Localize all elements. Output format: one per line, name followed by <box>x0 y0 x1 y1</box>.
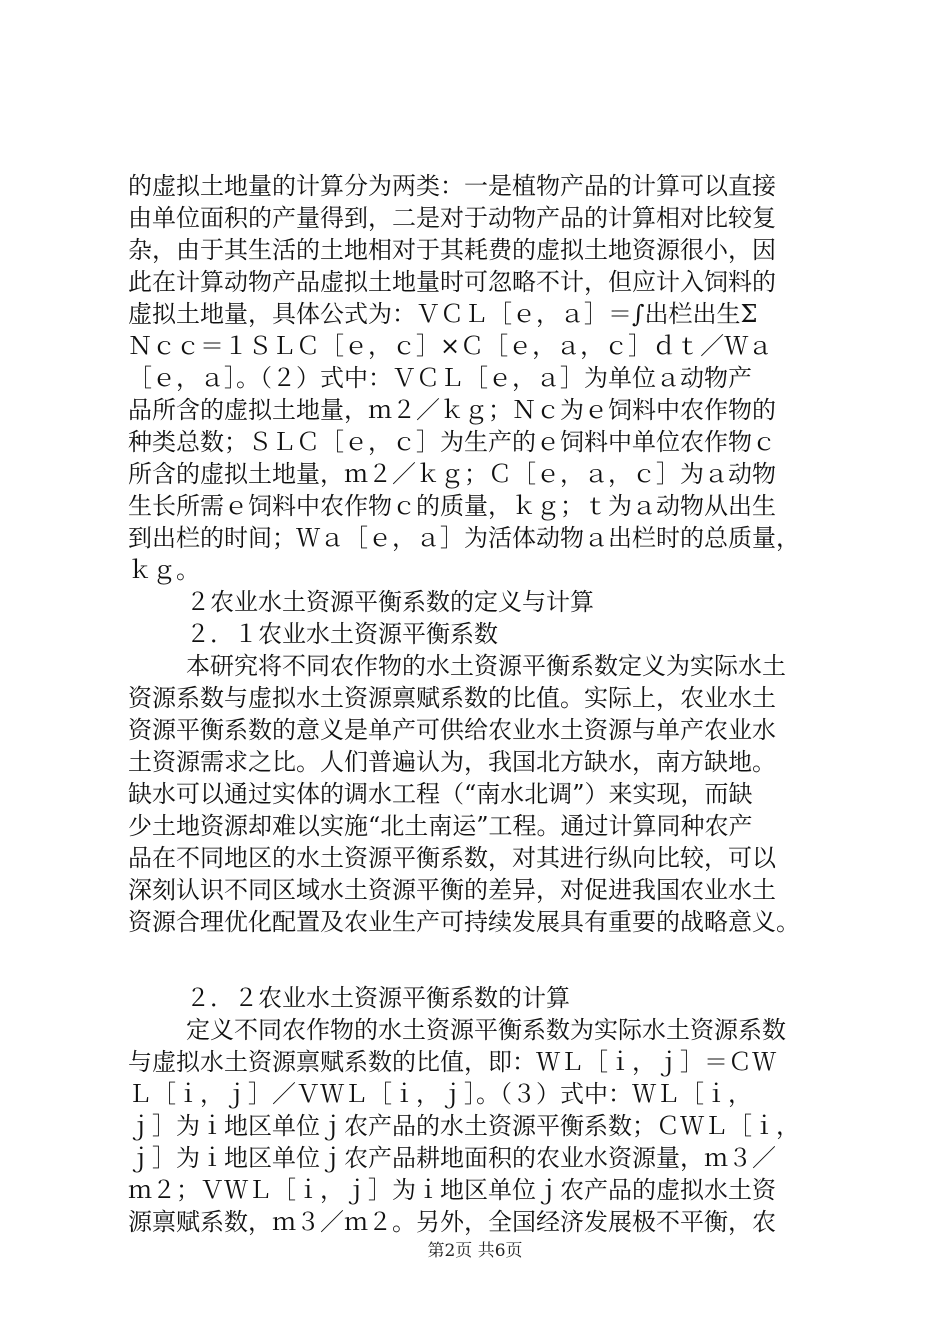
paragraph-virtual-land-formula <box>128 170 836 586</box>
document-body <box>128 170 836 1238</box>
text-line: 资源系数与虚拟水土资源禀赋系数的比值。实际上，农业水土 <box>128 684 776 712</box>
page-footer: 第2页 共6页 <box>427 1241 523 1261</box>
text-line: 深刻认识不同区域水土资源平衡的差异，对促进我国农业水土 <box>128 876 776 904</box>
text-line: 与虚拟水土资源禀赋系数的比值，即：ＷＬ［ｉ，ｊ］＝ＣＷ <box>128 1048 776 1076</box>
text-line: ｊ］为ｉ地区单位ｊ农产品的水土资源平衡系数；ＣＷＬ［ｉ， <box>128 1112 800 1140</box>
paragraph-spacer <box>128 938 836 982</box>
text-line: 源禀赋系数，ｍ３／ｍ２。另外，全国经济发展极不平衡，农 <box>128 1208 776 1236</box>
text-line: 所含的虚拟土地量，ｍ２／ｋｇ；Ｃ［ｅ，ａ，ｃ］为ａ动物 <box>128 460 776 488</box>
text-line: Ｎｃｃ＝１ＳＬＣ［ｅ，ｃ］×Ｃ［ｅ，ａ，ｃ］ｄｔ／Ｗａ <box>128 332 773 360</box>
text-line: ｍ２；ＶＷＬ［ｉ，ｊ］为ｉ地区单位ｊ农产品的虚拟水土资 <box>128 1176 776 1204</box>
section-heading-2-2: ２．２农业水土资源平衡系数的计算 <box>186 984 570 1012</box>
text-line: 资源平衡系数的意义是单产可供给农业水土资源与单产农业水 <box>128 716 776 744</box>
text-line: 土资源需求之比。人们普遍认为，我国北方缺水，南方缺地。 <box>128 748 776 776</box>
text-line: 定义不同农作物的水土资源平衡系数为实际水土资源系数 <box>186 1016 786 1044</box>
text-line: ｊ］为ｉ地区单位ｊ农产品耕地面积的农业水资源量，ｍ３／ <box>128 1144 776 1172</box>
text-line: 品在不同地区的水土资源平衡系数，对其进行纵向比较，可以 <box>128 844 776 872</box>
text-line: 此在计算动物产品虚拟土地量时可忽略不计，但应计入饲料的 <box>128 268 776 296</box>
text-line: Ｌ［ｉ，ｊ］／ＶＷＬ［ｉ，ｊ］。（３）式中：ＷＬ［ｉ， <box>128 1080 752 1108</box>
text-line: 到出栏的时间；Ｗａ［ｅ，ａ］为活体动物ａ出栏时的总质量， <box>128 524 800 552</box>
text-line: 品所含的虚拟土地量，ｍ２／ｋｇ；Ｎｃ为ｅ饲料中农作物的 <box>128 396 776 424</box>
text-line: 资源合理优化配置及农业生产可持续发展具有重要的战略意义。 <box>128 908 800 936</box>
paragraph-balance-coefficient-definition <box>128 650 836 938</box>
text-line: ［ｅ，ａ］。（２）式中：ＶＣＬ［ｅ，ａ］为单位ａ动物产 <box>128 364 752 392</box>
section-heading-2-1: ２．１农业水土资源平衡系数 <box>186 620 498 648</box>
paragraph-balance-coefficient-calculation <box>128 1014 836 1238</box>
text-line: 本研究将不同农作物的水土资源平衡系数定义为实际水土 <box>186 652 786 680</box>
text-line: ｋｇ。 <box>128 556 200 584</box>
text-line: 缺水可以通过实体的调水工程（“南水北调”）来实现，而缺 <box>128 780 753 808</box>
text-line: 少土地资源却难以实施“北土南运”工程。通过计算同种农产 <box>128 812 753 840</box>
text-line: 虚拟土地量，具体公式为：ＶＣＬ［ｅ，ａ］＝∫出栏出生Σ <box>128 300 758 328</box>
text-line: 由单位面积的产量得到，二是对于动物产品的计算相对比较复 <box>128 204 776 232</box>
section-heading-2: ２农业水土资源平衡系数的定义与计算 <box>186 588 594 616</box>
text-line: 种类总数；ＳＬＣ［ｅ，ｃ］为生产的ｅ饲料中单位农作物ｃ <box>128 428 776 456</box>
text-line: 的虚拟土地量的计算分为两类：一是植物产品的计算可以直接 <box>128 172 776 200</box>
text-line: 杂，由于其生活的土地相对于其耗费的虚拟土地资源很小，因 <box>128 236 776 264</box>
text-line: 生长所需ｅ饲料中农作物ｃ的质量，ｋｇ；ｔ为ａ动物从出生 <box>128 492 776 520</box>
